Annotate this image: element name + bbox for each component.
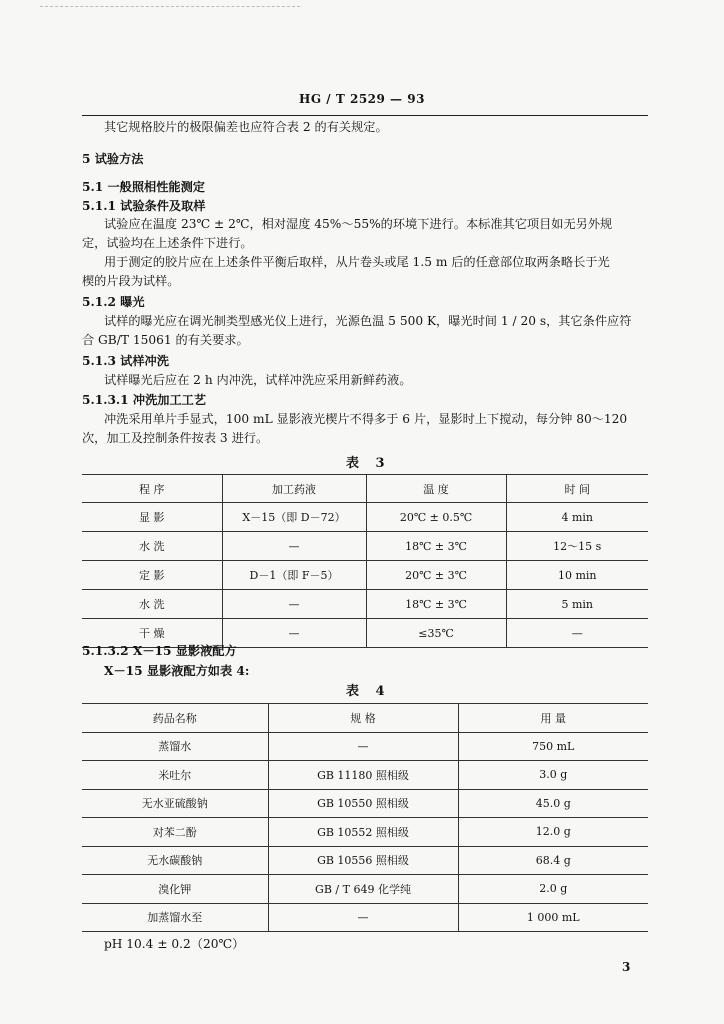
column-header: 程 序 — [82, 475, 222, 503]
paragraph-line: 试样的曝光应在调光制类型感光仪上进行，光源色温 5 500 K，曝光时间 1 / 20 s，其它条件应符 — [104, 314, 632, 328]
table-cell: — — [222, 619, 366, 648]
column-header: 时 间 — [506, 475, 648, 503]
standard-code-header: HG / T 2529 — 93 — [299, 92, 425, 106]
header-rule — [82, 115, 648, 116]
table-header-row — [82, 475, 648, 503]
table-cell: 5 min — [506, 590, 648, 619]
table-cell: GB / T 649 化学纯 — [268, 875, 458, 904]
section-heading-5-1: 5.1 一般照相性能测定 — [82, 180, 205, 194]
paragraph-line: 楔的片段为试样。 — [82, 274, 180, 288]
table-cell: GB 10550 照相级 — [268, 789, 458, 818]
table-cell: 无水碳酸钠 — [82, 846, 268, 875]
table-cell: 20℃ ± 0.5℃ — [366, 503, 506, 532]
section-heading-5-1-2: 5.1.2 曝光 — [82, 295, 145, 309]
column-header: 药品名称 — [82, 704, 268, 733]
table-row — [82, 561, 648, 590]
table-cell: ≤35℃ — [366, 619, 506, 648]
table-cell: 2.0 g — [458, 875, 648, 904]
section-heading-5: 5 试验方法 — [82, 152, 144, 166]
table-row — [82, 875, 648, 904]
table-cell: — — [222, 590, 366, 619]
table-cell: GB 11180 照相级 — [268, 761, 458, 790]
table-cell: 定 影 — [82, 561, 222, 590]
paragraph-line: X－15 显影液配方如表 4: — [104, 664, 250, 678]
scan-artifact — [40, 6, 300, 7]
section-heading-5-1-3: 5.1.3 试样冲洗 — [82, 354, 169, 368]
section-heading-5-1-3-2: 5.1.3.2 X－15 显影液配方 — [82, 644, 237, 658]
table-cell: 蒸馏水 — [82, 732, 268, 761]
column-header: 用 量 — [458, 704, 648, 733]
table-cell: 18℃ ± 3℃ — [366, 532, 506, 561]
table-row — [82, 503, 648, 532]
column-header: 加工药液 — [222, 475, 366, 503]
table-3 — [82, 474, 648, 648]
table-row — [82, 590, 648, 619]
table-3-caption: 表 3 — [346, 456, 391, 471]
paragraph-line: 定，试验均在上述条件下进行。 — [82, 236, 253, 250]
table-cell: GB 10552 照相级 — [268, 818, 458, 847]
table-row — [82, 761, 648, 790]
table-row — [82, 532, 648, 561]
table-row — [82, 846, 648, 875]
page-number: 3 — [622, 960, 631, 974]
section-heading-5-1-3-1: 5.1.3.1 冲洗加工工艺 — [82, 393, 207, 407]
table-cell: — — [268, 732, 458, 761]
table-cell: 米吐尔 — [82, 761, 268, 790]
table-cell: 无水亚硫酸钠 — [82, 789, 268, 818]
table-cell: — — [506, 619, 648, 648]
table-header-row — [82, 704, 648, 733]
paragraph-line: 试样曝光后应在 2 h 内冲洗，试样冲洗应采用新鲜药液。 — [104, 373, 412, 387]
table-cell: 显 影 — [82, 503, 222, 532]
table-cell: 加蒸馏水至 — [82, 903, 268, 932]
table-cell: 10 min — [506, 561, 648, 590]
table-cell: D－1（即 F－5） — [222, 561, 366, 590]
table-cell: — — [268, 903, 458, 932]
column-header: 温 度 — [366, 475, 506, 503]
section-heading-5-1-1: 5.1.1 试验条件及取样 — [82, 199, 206, 213]
paragraph-line: 其它规格胶片的极限偏差也应符合表 2 的有关规定。 — [104, 120, 388, 134]
table-row — [82, 789, 648, 818]
table-cell: X－15（即 D－72） — [222, 503, 366, 532]
ph-note: pH 10.4 ± 0.2（20℃） — [104, 937, 245, 951]
table-cell: 20℃ ± 3℃ — [366, 561, 506, 590]
column-header: 规 格 — [268, 704, 458, 733]
table-cell: 水 洗 — [82, 532, 222, 561]
table-cell: 4 min — [506, 503, 648, 532]
table-row — [82, 818, 648, 847]
table-cell: 12～15 s — [506, 532, 648, 561]
table-row — [82, 732, 648, 761]
paragraph-line: 冲洗采用单片手显式，100 mL 显影液光楔片不得多于 6 片，显影时上下搅动，每分钟 80～120 — [104, 412, 628, 426]
table-row — [82, 903, 648, 932]
table-4-caption: 表 4 — [346, 684, 391, 699]
table-cell: — — [222, 532, 366, 561]
paragraph-line: 用于测定的胶片应在上述条件平衡后取样，从片卷头或尾 1.5 m 后的任意部位取两条略长于光 — [104, 255, 610, 269]
table-cell: 溴化钾 — [82, 875, 268, 904]
table-cell: GB 10556 照相级 — [268, 846, 458, 875]
table-cell: 1 000 mL — [458, 903, 648, 932]
table-cell: 3.0 g — [458, 761, 648, 790]
table-cell: 水 洗 — [82, 590, 222, 619]
table-cell: 68.4 g — [458, 846, 648, 875]
table-cell: 12.0 g — [458, 818, 648, 847]
table-4 — [82, 703, 648, 932]
table-cell: 45.0 g — [458, 789, 648, 818]
paragraph-line: 次，加工及控制条件按表 3 进行。 — [82, 431, 269, 445]
table-cell: 18℃ ± 3℃ — [366, 590, 506, 619]
paragraph-line: 合 GB/T 15061 的有关要求。 — [82, 333, 249, 347]
paragraph-line: 试验应在温度 23℃ ± 2℃，相对湿度 45%～55%的环境下进行。本标准其它项目如无另外规 — [104, 217, 613, 231]
table-cell: 对苯二酚 — [82, 818, 268, 847]
table-cell: 干 燥 — [82, 619, 222, 648]
table-cell: 750 mL — [458, 732, 648, 761]
